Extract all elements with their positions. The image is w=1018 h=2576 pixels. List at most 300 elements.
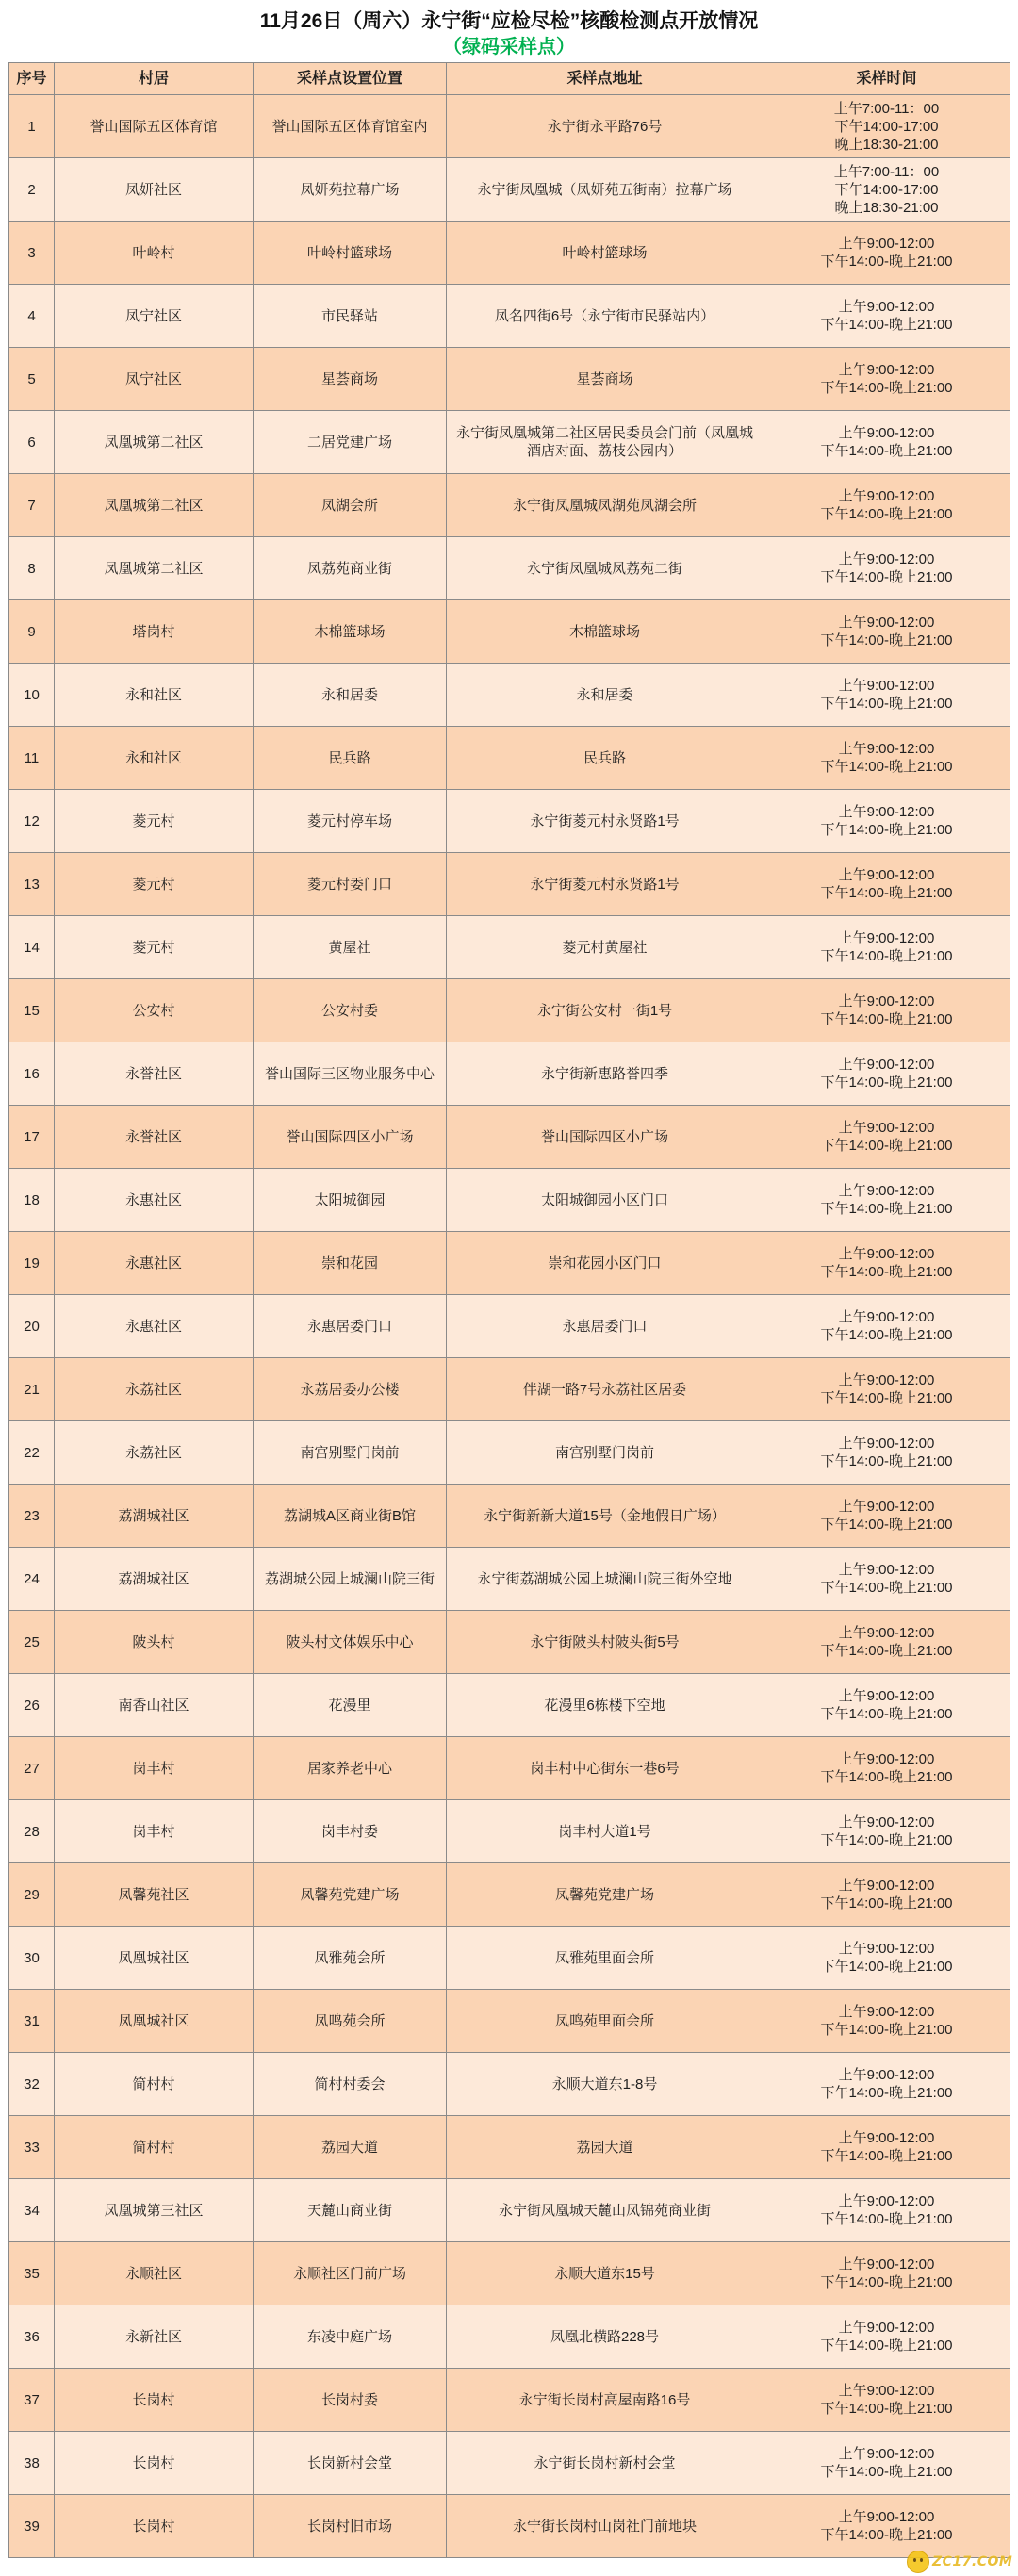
- table-row: [9, 1169, 1010, 1232]
- time-line: 上午9:00-12:00: [838, 1562, 935, 1578]
- table-row: [9, 158, 1010, 222]
- cell-village: 塔岗村: [55, 600, 254, 664]
- time-line: 下午14:00-晚上21:00: [820, 1264, 953, 1280]
- cell-address: 叶岭村篮球场: [447, 222, 764, 285]
- table-row: [9, 664, 1010, 727]
- cell-village: 菱元村: [55, 916, 254, 979]
- cell-time: [764, 1485, 1010, 1548]
- cell-village: 永新社区: [55, 2305, 254, 2369]
- cell-address: 永宁街长岗村山岗社门前地块: [447, 2495, 764, 2558]
- cell-time: [764, 1927, 1010, 1990]
- cell-time: [764, 537, 1010, 600]
- cell-site: 东凌中庭广场: [254, 2305, 447, 2369]
- cell-village: 简村村: [55, 2116, 254, 2179]
- cell-no: 3: [9, 222, 55, 285]
- time-line: 下午14:00-晚上21:00: [820, 1959, 953, 1975]
- smiley-logo-icon: [907, 2551, 929, 2573]
- table-row: [9, 1106, 1010, 1169]
- page-subtitle: （绿码采样点）: [443, 37, 575, 57]
- cell-address: 花漫里6栋楼下空地: [447, 1674, 764, 1737]
- cell-site: 居家养老中心: [254, 1737, 447, 1800]
- time-line: 上午9:00-12:00: [838, 678, 935, 694]
- cell-no: 5: [9, 348, 55, 411]
- cell-time: [764, 2053, 1010, 2116]
- cell-address: 凤馨苑党建广场: [447, 1863, 764, 1927]
- cell-address: 永宁街永平路76号: [447, 95, 764, 158]
- cell-village: 凤凰城第三社区: [55, 2179, 254, 2242]
- cell-no: 34: [9, 2179, 55, 2242]
- cell-no: 4: [9, 285, 55, 348]
- cell-time: [764, 1674, 1010, 1737]
- cell-village: 凤凰城第二社区: [55, 411, 254, 474]
- cell-village: 荔湖城社区: [55, 1485, 254, 1548]
- time-line: 上午9:00-12:00: [838, 804, 935, 820]
- cell-village: 凤凰城社区: [55, 1927, 254, 1990]
- table-row: [9, 790, 1010, 853]
- cell-no: 18: [9, 1169, 55, 1232]
- cell-address: 星荟商场: [447, 348, 764, 411]
- cell-site: 简村村委会: [254, 2053, 447, 2116]
- time-line: 下午14:00-晚上21:00: [820, 822, 953, 838]
- cell-time: [764, 285, 1010, 348]
- time-line: 下午14:00-17:00: [834, 181, 939, 198]
- table-row: [9, 348, 1010, 411]
- time-line: 下午14:00-晚上21:00: [820, 1832, 953, 1848]
- time-line: 上午9:00-12:00: [838, 867, 935, 883]
- table-row: [9, 1800, 1010, 1863]
- cell-time: [764, 2369, 1010, 2432]
- header-no: 序号: [9, 63, 55, 95]
- cell-village: 永和社区: [55, 664, 254, 727]
- header-village: 村居: [55, 63, 254, 95]
- time-line: 上午9:00-12:00: [838, 2256, 935, 2272]
- cell-address: 伴湖一路7号永荔社区居委: [447, 1358, 764, 1421]
- cell-site: 凤湖会所: [254, 474, 447, 537]
- cell-village: 菱元村: [55, 853, 254, 916]
- time-line: 下午14:00-晚上21:00: [820, 1517, 953, 1533]
- table-row: [9, 1548, 1010, 1611]
- cell-village: 长岗村: [55, 2369, 254, 2432]
- table-body: [9, 95, 1010, 2558]
- cell-address: 永宁街凤凰城第二社区居民委员会门前（凤凰城酒店对面、荔枝公园内）: [447, 411, 764, 474]
- cell-site: 天麓山商业街: [254, 2179, 447, 2242]
- cell-site: 星荟商场: [254, 348, 447, 411]
- time-line: 上午9:00-12:00: [838, 1751, 935, 1767]
- table-row: [9, 2495, 1010, 2558]
- cell-no: 22: [9, 1421, 55, 1485]
- cell-address: 永宁街新新大道15号（金地假日广场）: [447, 1485, 764, 1548]
- cell-address: 永宁街长岗村高屋南路16号: [447, 2369, 764, 2432]
- time-line: 上午9:00-12:00: [838, 2004, 935, 2020]
- table-row: [9, 2305, 1010, 2369]
- cell-site: 凤鸣苑会所: [254, 1990, 447, 2053]
- cell-site: 荔园大道: [254, 2116, 447, 2179]
- time-line: 下午14:00-晚上21:00: [820, 254, 953, 270]
- time-line: 下午14:00-晚上21:00: [820, 1138, 953, 1154]
- cell-village: 永荔社区: [55, 1358, 254, 1421]
- time-line: 上午9:00-12:00: [838, 993, 935, 1009]
- time-line: 下午14:00-晚上21:00: [820, 2022, 953, 2038]
- time-line: 下午14:00-晚上21:00: [820, 1075, 953, 1091]
- table-row: [9, 600, 1010, 664]
- time-line: 下午14:00-晚上21:00: [820, 2085, 953, 2101]
- cell-time: [764, 2116, 1010, 2179]
- time-line: 下午14:00-晚上21:00: [820, 948, 953, 964]
- time-line: 下午14:00-晚上21:00: [820, 2211, 953, 2227]
- cell-site: 陂头村文体娱乐中心: [254, 1611, 447, 1674]
- cell-no: 30: [9, 1927, 55, 1990]
- time-line: 上午7:00-11：00: [833, 163, 940, 180]
- cell-site: 南宫别墅门岗前: [254, 1421, 447, 1485]
- watermark-text: ZC17.COM: [932, 2554, 1013, 2569]
- cell-time: [764, 1737, 1010, 1800]
- cell-no: 37: [9, 2369, 55, 2432]
- time-line: 上午9:00-12:00: [838, 1309, 935, 1325]
- table-row: [9, 537, 1010, 600]
- cell-village: 叶岭村: [55, 222, 254, 285]
- time-line: 下午14:00-晚上21:00: [820, 2274, 953, 2290]
- time-line: 上午7:00-11：00: [833, 100, 940, 117]
- time-line: 下午14:00-晚上21:00: [820, 1769, 953, 1785]
- cell-village: 简村村: [55, 2053, 254, 2116]
- table-row: [9, 853, 1010, 916]
- cell-time: [764, 158, 1010, 222]
- table-row: [9, 979, 1010, 1042]
- cell-site: 长岗村旧市场: [254, 2495, 447, 2558]
- time-line: 上午9:00-12:00: [838, 1941, 935, 1957]
- cell-address: 凤名四街6号（永宁街市民驿站内）: [447, 285, 764, 348]
- cell-village: 南香山社区: [55, 1674, 254, 1737]
- cell-time: [764, 1990, 1010, 2053]
- cell-village: 誉山国际五区体育馆: [55, 95, 254, 158]
- time-line: 下午14:00-晚上21:00: [820, 1895, 953, 1911]
- cell-village: 长岗村: [55, 2495, 254, 2558]
- time-line: 下午14:00-晚上21:00: [820, 2338, 953, 2354]
- cell-time: [764, 790, 1010, 853]
- cell-address: 永宁街公安村一街1号: [447, 979, 764, 1042]
- table-row: [9, 474, 1010, 537]
- cell-time: [764, 222, 1010, 285]
- cell-address: 永宁街凤凰城天麓山凤锦苑商业街: [447, 2179, 764, 2242]
- watermark: [907, 2551, 1013, 2573]
- time-line: 上午9:00-12:00: [838, 488, 935, 504]
- cell-site: 二居党建广场: [254, 411, 447, 474]
- cell-no: 25: [9, 1611, 55, 1674]
- cell-time: [764, 1611, 1010, 1674]
- time-line: 上午9:00-12:00: [838, 2509, 935, 2525]
- cell-time: [764, 2495, 1010, 2558]
- cell-address: 永宁街陂头村陂头街5号: [447, 1611, 764, 1674]
- cell-site: 荔湖城公园上城澜山院三街: [254, 1548, 447, 1611]
- cell-no: 21: [9, 1358, 55, 1421]
- cell-no: 6: [9, 411, 55, 474]
- cell-no: 23: [9, 1485, 55, 1548]
- header-time: 采样时间: [764, 63, 1010, 95]
- cell-no: 29: [9, 1863, 55, 1927]
- cell-no: 24: [9, 1548, 55, 1611]
- time-line: 上午9:00-12:00: [838, 2130, 935, 2146]
- cell-time: [764, 95, 1010, 158]
- cell-site: 菱元村停车场: [254, 790, 447, 853]
- table-row: [9, 1295, 1010, 1358]
- cell-site: 菱元村委门口: [254, 853, 447, 916]
- cell-no: 8: [9, 537, 55, 600]
- cell-no: 20: [9, 1295, 55, 1358]
- cell-village: 永顺社区: [55, 2242, 254, 2305]
- cell-no: 1: [9, 95, 55, 158]
- table-row: [9, 285, 1010, 348]
- table-row: [9, 411, 1010, 474]
- cell-site: 凤馨苑党建广场: [254, 1863, 447, 1927]
- cell-village: 凤馨苑社区: [55, 1863, 254, 1927]
- time-line: 上午9:00-12:00: [838, 1183, 935, 1199]
- cell-village: 凤凰城第二社区: [55, 474, 254, 537]
- cell-village: 永荔社区: [55, 1421, 254, 1485]
- table-row: [9, 1232, 1010, 1295]
- time-line: 下午14:00-晚上21:00: [820, 569, 953, 585]
- table-row: [9, 916, 1010, 979]
- cell-no: 10: [9, 664, 55, 727]
- cell-no: 35: [9, 2242, 55, 2305]
- time-line: 下午14:00-晚上21:00: [820, 1706, 953, 1722]
- cell-time: [764, 664, 1010, 727]
- cell-address: 永和居委: [447, 664, 764, 727]
- cell-no: 15: [9, 979, 55, 1042]
- time-line: 下午14:00-晚上21:00: [820, 1011, 953, 1027]
- cell-site: 凤荔苑商业街: [254, 537, 447, 600]
- cell-no: 16: [9, 1042, 55, 1106]
- cell-time: [764, 1106, 1010, 1169]
- table-row: [9, 1611, 1010, 1674]
- cell-site: 荔湖城A区商业街B馆: [254, 1485, 447, 1548]
- cell-time: [764, 916, 1010, 979]
- cell-village: 长岗村: [55, 2432, 254, 2495]
- cell-site: 誉山国际四区小广场: [254, 1106, 447, 1169]
- time-line: 上午9:00-12:00: [838, 1120, 935, 1136]
- table-row: [9, 1927, 1010, 1990]
- cell-no: 31: [9, 1990, 55, 2053]
- cell-village: 陂头村: [55, 1611, 254, 1674]
- table-row: [9, 2242, 1010, 2305]
- time-line: 下午14:00-晚上21:00: [820, 885, 953, 901]
- cell-time: [764, 853, 1010, 916]
- cell-address: 永宁街菱元村永贤路1号: [447, 790, 764, 853]
- cell-time: [764, 979, 1010, 1042]
- cell-address: 南宫别墅门岗前: [447, 1421, 764, 1485]
- cell-address: 凤雅苑里面会所: [447, 1927, 764, 1990]
- time-line: 下午14:00-晚上21:00: [820, 317, 953, 333]
- table-row: [9, 1485, 1010, 1548]
- time-line: 下午14:00-17:00: [834, 118, 939, 135]
- cell-no: 11: [9, 727, 55, 790]
- time-line: 上午9:00-12:00: [838, 551, 935, 567]
- cell-time: [764, 411, 1010, 474]
- cell-site: 永和居委: [254, 664, 447, 727]
- time-line: 下午14:00-晚上21:00: [820, 380, 953, 396]
- cell-address: 菱元村黄屋社: [447, 916, 764, 979]
- cell-time: [764, 348, 1010, 411]
- time-line: 上午9:00-12:00: [838, 362, 935, 378]
- cell-no: 26: [9, 1674, 55, 1737]
- cell-address: 崇和花园小区门口: [447, 1232, 764, 1295]
- cell-village: 永和社区: [55, 727, 254, 790]
- cell-site: 木棉篮球场: [254, 600, 447, 664]
- time-line: 上午9:00-12:00: [838, 1372, 935, 1388]
- time-line: 上午9:00-12:00: [838, 425, 935, 441]
- table-row: [9, 1737, 1010, 1800]
- cell-time: [764, 1042, 1010, 1106]
- cell-address: 永宁街长岗村新村会堂: [447, 2432, 764, 2495]
- time-line: 下午14:00-晚上21:00: [820, 2464, 953, 2480]
- cell-time: [764, 1295, 1010, 1358]
- cell-site: 誉山国际五区体育馆室内: [254, 95, 447, 158]
- cell-village: 公安村: [55, 979, 254, 1042]
- time-line: 上午9:00-12:00: [838, 1436, 935, 1452]
- time-line: 上午9:00-12:00: [838, 2320, 935, 2336]
- table-row: [9, 1990, 1010, 2053]
- cell-address: 凤鸣苑里面会所: [447, 1990, 764, 2053]
- table-row: [9, 727, 1010, 790]
- cell-village: 永誉社区: [55, 1042, 254, 1106]
- cell-site: 崇和花园: [254, 1232, 447, 1295]
- cell-no: 13: [9, 853, 55, 916]
- cell-no: 9: [9, 600, 55, 664]
- cell-village: 永惠社区: [55, 1169, 254, 1232]
- cell-site: 花漫里: [254, 1674, 447, 1737]
- time-line: 晚上18:30-21:00: [834, 199, 939, 216]
- time-line: 上午9:00-12:00: [838, 2383, 935, 2399]
- cell-village: 岗丰村: [55, 1737, 254, 1800]
- header-address: 采样点地址: [447, 63, 764, 95]
- cell-village: 凤宁社区: [55, 285, 254, 348]
- cell-site: 太阳城御园: [254, 1169, 447, 1232]
- table-row: [9, 1042, 1010, 1106]
- cell-no: 7: [9, 474, 55, 537]
- cell-time: [764, 1548, 1010, 1611]
- time-line: 上午9:00-12:00: [838, 1246, 935, 1262]
- cell-time: [764, 2305, 1010, 2369]
- cell-no: 32: [9, 2053, 55, 2116]
- cell-address: 永宁街新惠路誉四季: [447, 1042, 764, 1106]
- page-title: 11月26日（周六）永宁街“应检尽检”核酸检测点开放情况: [259, 10, 759, 32]
- time-line: 下午14:00-晚上21:00: [820, 632, 953, 648]
- cell-no: 12: [9, 790, 55, 853]
- time-line: 下午14:00-晚上21:00: [820, 1580, 953, 1596]
- cell-address: 永顺大道东15号: [447, 2242, 764, 2305]
- cell-address: 凤凰北横路228号: [447, 2305, 764, 2369]
- cell-time: [764, 1358, 1010, 1421]
- cell-no: 14: [9, 916, 55, 979]
- time-line: 下午14:00-晚上21:00: [820, 2148, 953, 2164]
- table-row: [9, 95, 1010, 158]
- cell-time: [764, 1232, 1010, 1295]
- time-line: 晚上18:30-21:00: [834, 136, 939, 153]
- time-line: 下午14:00-晚上21:00: [820, 506, 953, 522]
- cell-no: 17: [9, 1106, 55, 1169]
- cell-site: 黄屋社: [254, 916, 447, 979]
- header-site: 采样点设置位置: [254, 63, 447, 95]
- cell-address: 永宁街凤凰城凤湖苑凤湖会所: [447, 474, 764, 537]
- cell-no: 27: [9, 1737, 55, 1800]
- time-line: 上午9:00-12:00: [838, 236, 935, 252]
- table-row: [9, 1674, 1010, 1737]
- table-row: [9, 222, 1010, 285]
- cell-site: 凤雅苑会所: [254, 1927, 447, 1990]
- time-line: 上午9:00-12:00: [838, 1878, 935, 1894]
- cell-address: 岗丰村大道1号: [447, 1800, 764, 1863]
- cell-village: 永惠社区: [55, 1295, 254, 1358]
- table-row: [9, 2116, 1010, 2179]
- table-row: [9, 2179, 1010, 2242]
- cell-time: [764, 1169, 1010, 1232]
- cell-address: 木棉篮球场: [447, 600, 764, 664]
- cell-address: 民兵路: [447, 727, 764, 790]
- cell-time: [764, 1421, 1010, 1485]
- cell-village: 菱元村: [55, 790, 254, 853]
- table-row: [9, 2432, 1010, 2495]
- cell-site: 市民驿站: [254, 285, 447, 348]
- time-line: 上午9:00-12:00: [838, 741, 935, 757]
- cell-address: 荔园大道: [447, 2116, 764, 2179]
- cell-site: 永荔居委办公楼: [254, 1358, 447, 1421]
- cell-village: 凤凰城第二社区: [55, 537, 254, 600]
- time-line: 上午9:00-12:00: [838, 299, 935, 315]
- time-line: 下午14:00-晚上21:00: [820, 1643, 953, 1659]
- cell-time: [764, 2179, 1010, 2242]
- cell-address: 永宁街凤凰城凤荔苑二街: [447, 537, 764, 600]
- time-line: 下午14:00-晚上21:00: [820, 1327, 953, 1343]
- cell-address: 永顺大道东1-8号: [447, 2053, 764, 2116]
- cell-no: 38: [9, 2432, 55, 2495]
- table-row: [9, 1863, 1010, 1927]
- cell-site: 誉山国际三区物业服务中心: [254, 1042, 447, 1106]
- time-line: 下午14:00-晚上21:00: [820, 1390, 953, 1406]
- cell-no: 19: [9, 1232, 55, 1295]
- time-line: 上午9:00-12:00: [838, 1625, 935, 1641]
- table-header: [9, 63, 1010, 95]
- time-line: 下午14:00-晚上21:00: [820, 2527, 953, 2543]
- cell-site: 凤妍苑拉幕广场: [254, 158, 447, 222]
- cell-no: 39: [9, 2495, 55, 2558]
- cell-address: 太阳城御园小区门口: [447, 1169, 764, 1232]
- cell-time: [764, 2242, 1010, 2305]
- cell-no: 2: [9, 158, 55, 222]
- cell-no: 33: [9, 2116, 55, 2179]
- table-header-row: [9, 63, 1010, 95]
- cell-address: 永宁街荔湖城公园上城澜山院三街外空地: [447, 1548, 764, 1611]
- cell-site: 叶岭村篮球场: [254, 222, 447, 285]
- cell-site: 长岗村委: [254, 2369, 447, 2432]
- cell-village: 岗丰村: [55, 1800, 254, 1863]
- cell-time: [764, 474, 1010, 537]
- testing-sites-table: [8, 62, 1010, 2558]
- cell-village: 永惠社区: [55, 1232, 254, 1295]
- cell-site: 永惠居委门口: [254, 1295, 447, 1358]
- cell-village: 凤凰城社区: [55, 1990, 254, 2053]
- table-row: [9, 1421, 1010, 1485]
- time-line: 上午9:00-12:00: [838, 1688, 935, 1704]
- cell-address: 誉山国际四区小广场: [447, 1106, 764, 1169]
- table-row: [9, 1358, 1010, 1421]
- cell-site: 长岗新村会堂: [254, 2432, 447, 2495]
- cell-time: [764, 727, 1010, 790]
- cell-no: 28: [9, 1800, 55, 1863]
- cell-time: [764, 2432, 1010, 2495]
- cell-time: [764, 1800, 1010, 1863]
- cell-site: 民兵路: [254, 727, 447, 790]
- cell-site: 公安村委: [254, 979, 447, 1042]
- time-line: 上午9:00-12:00: [838, 1499, 935, 1515]
